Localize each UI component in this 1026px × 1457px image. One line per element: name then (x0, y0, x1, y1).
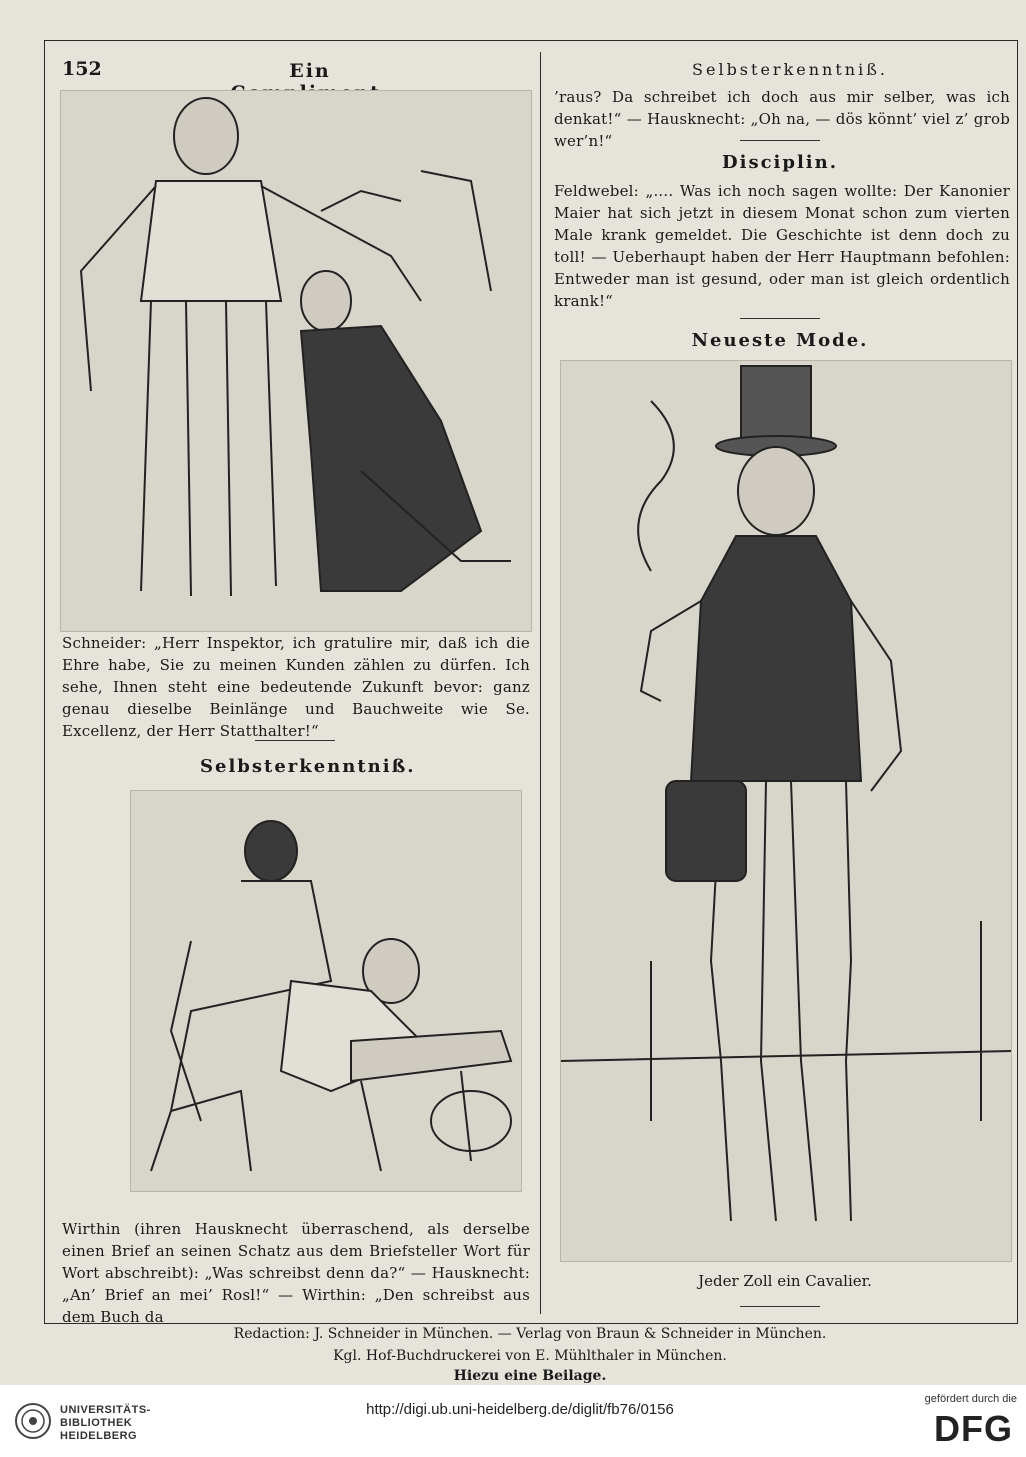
footer-supplement: Hiezu eine Beilage. (453, 1368, 607, 1384)
university-seal-icon (14, 1402, 52, 1440)
section-rule (740, 318, 820, 319)
tailor-illustration (60, 90, 532, 632)
mode-title: Neueste Mode. (691, 330, 869, 351)
section-rule (740, 1306, 820, 1307)
selbst-title: Selbsterkenntniß. (200, 756, 416, 777)
library-name-line2: BIBLIOTHEK (60, 1417, 133, 1429)
library-name-line1: UNIVERSITÄTS- (60, 1404, 151, 1416)
section-rule (255, 740, 335, 741)
innkeeper-illustration (130, 790, 522, 1192)
selbst-caption: Wirthin (ihren Hausknecht überraschend, als derselbe einen Brief an seinen Schatz aus dem Briefsteller Wort für Wort abschreibt): „Was schreibst denn da?“ — Hausknecht: „An’ Brief an mei’ Rosl!“ — Wirthin: „Den schreibst aus dem Buch da (62, 1220, 530, 1326)
section-rule (740, 140, 820, 141)
footer-imprint: Redaction: J. Schneider in München. — Verlag von Braun & Schneider in München. (233, 1326, 827, 1342)
footer-printer: Kgl. Hof-Buchdruckerei von E. Mühlthaler in München. (333, 1348, 727, 1364)
library-name-line3: HEIDELBERG (60, 1430, 138, 1442)
permalink-url[interactable]: http://digi.ub.uni-heidelberg.de/diglit/fb76/0156 (366, 1401, 674, 1418)
cavalier-illustration (560, 360, 1012, 1262)
compliment-title: Ein (289, 60, 331, 82)
page-number: 152 (62, 58, 102, 80)
compliment-caption: Schneider: „Herr Inspektor, ich gratulire mir, daß ich die Ehre habe, Sie zu meinen Kunden zählen zu dürfen. Ich sehe, Ihnen steht eine bedeutende Zukunft bevor: ganz genau dieselbe Beinlänge und Bauchweite wie Se. Excellenz, der Herr Statthalter!“ (62, 634, 530, 740)
disciplin-title: Disciplin. (722, 152, 838, 173)
disciplin-text: Feldwebel: „.... Was ich noch sagen wollte: Der Kanonier Maier hat sich jetzt in diesem Monat schon zum vierten Male krank gemeldet. Die Geschichte ist denn doch zu toll! — Ueberhaupt haben der Herr Hauptmann befohlen: Entweder man ist gesund, oder man ist gleich ordentlich krank!“ (554, 182, 1010, 310)
mode-caption: Jeder Zoll ein Cavalier. (698, 1272, 872, 1290)
library-logo[interactable] (14, 1398, 164, 1444)
running-head: Selbsterkenntniß. (692, 60, 888, 79)
continued-text: ’raus? Da schreibet ich doch aus mir selber, was ich denkat!“ — Hausknecht: „Oh na, — dös könnt’ viel z’ grob wer’n!“ (554, 88, 1010, 150)
funding-note: gefördert durch die (924, 1393, 1017, 1405)
dfg-logo[interactable]: DFG (934, 1408, 1013, 1449)
column-divider (540, 52, 541, 1314)
